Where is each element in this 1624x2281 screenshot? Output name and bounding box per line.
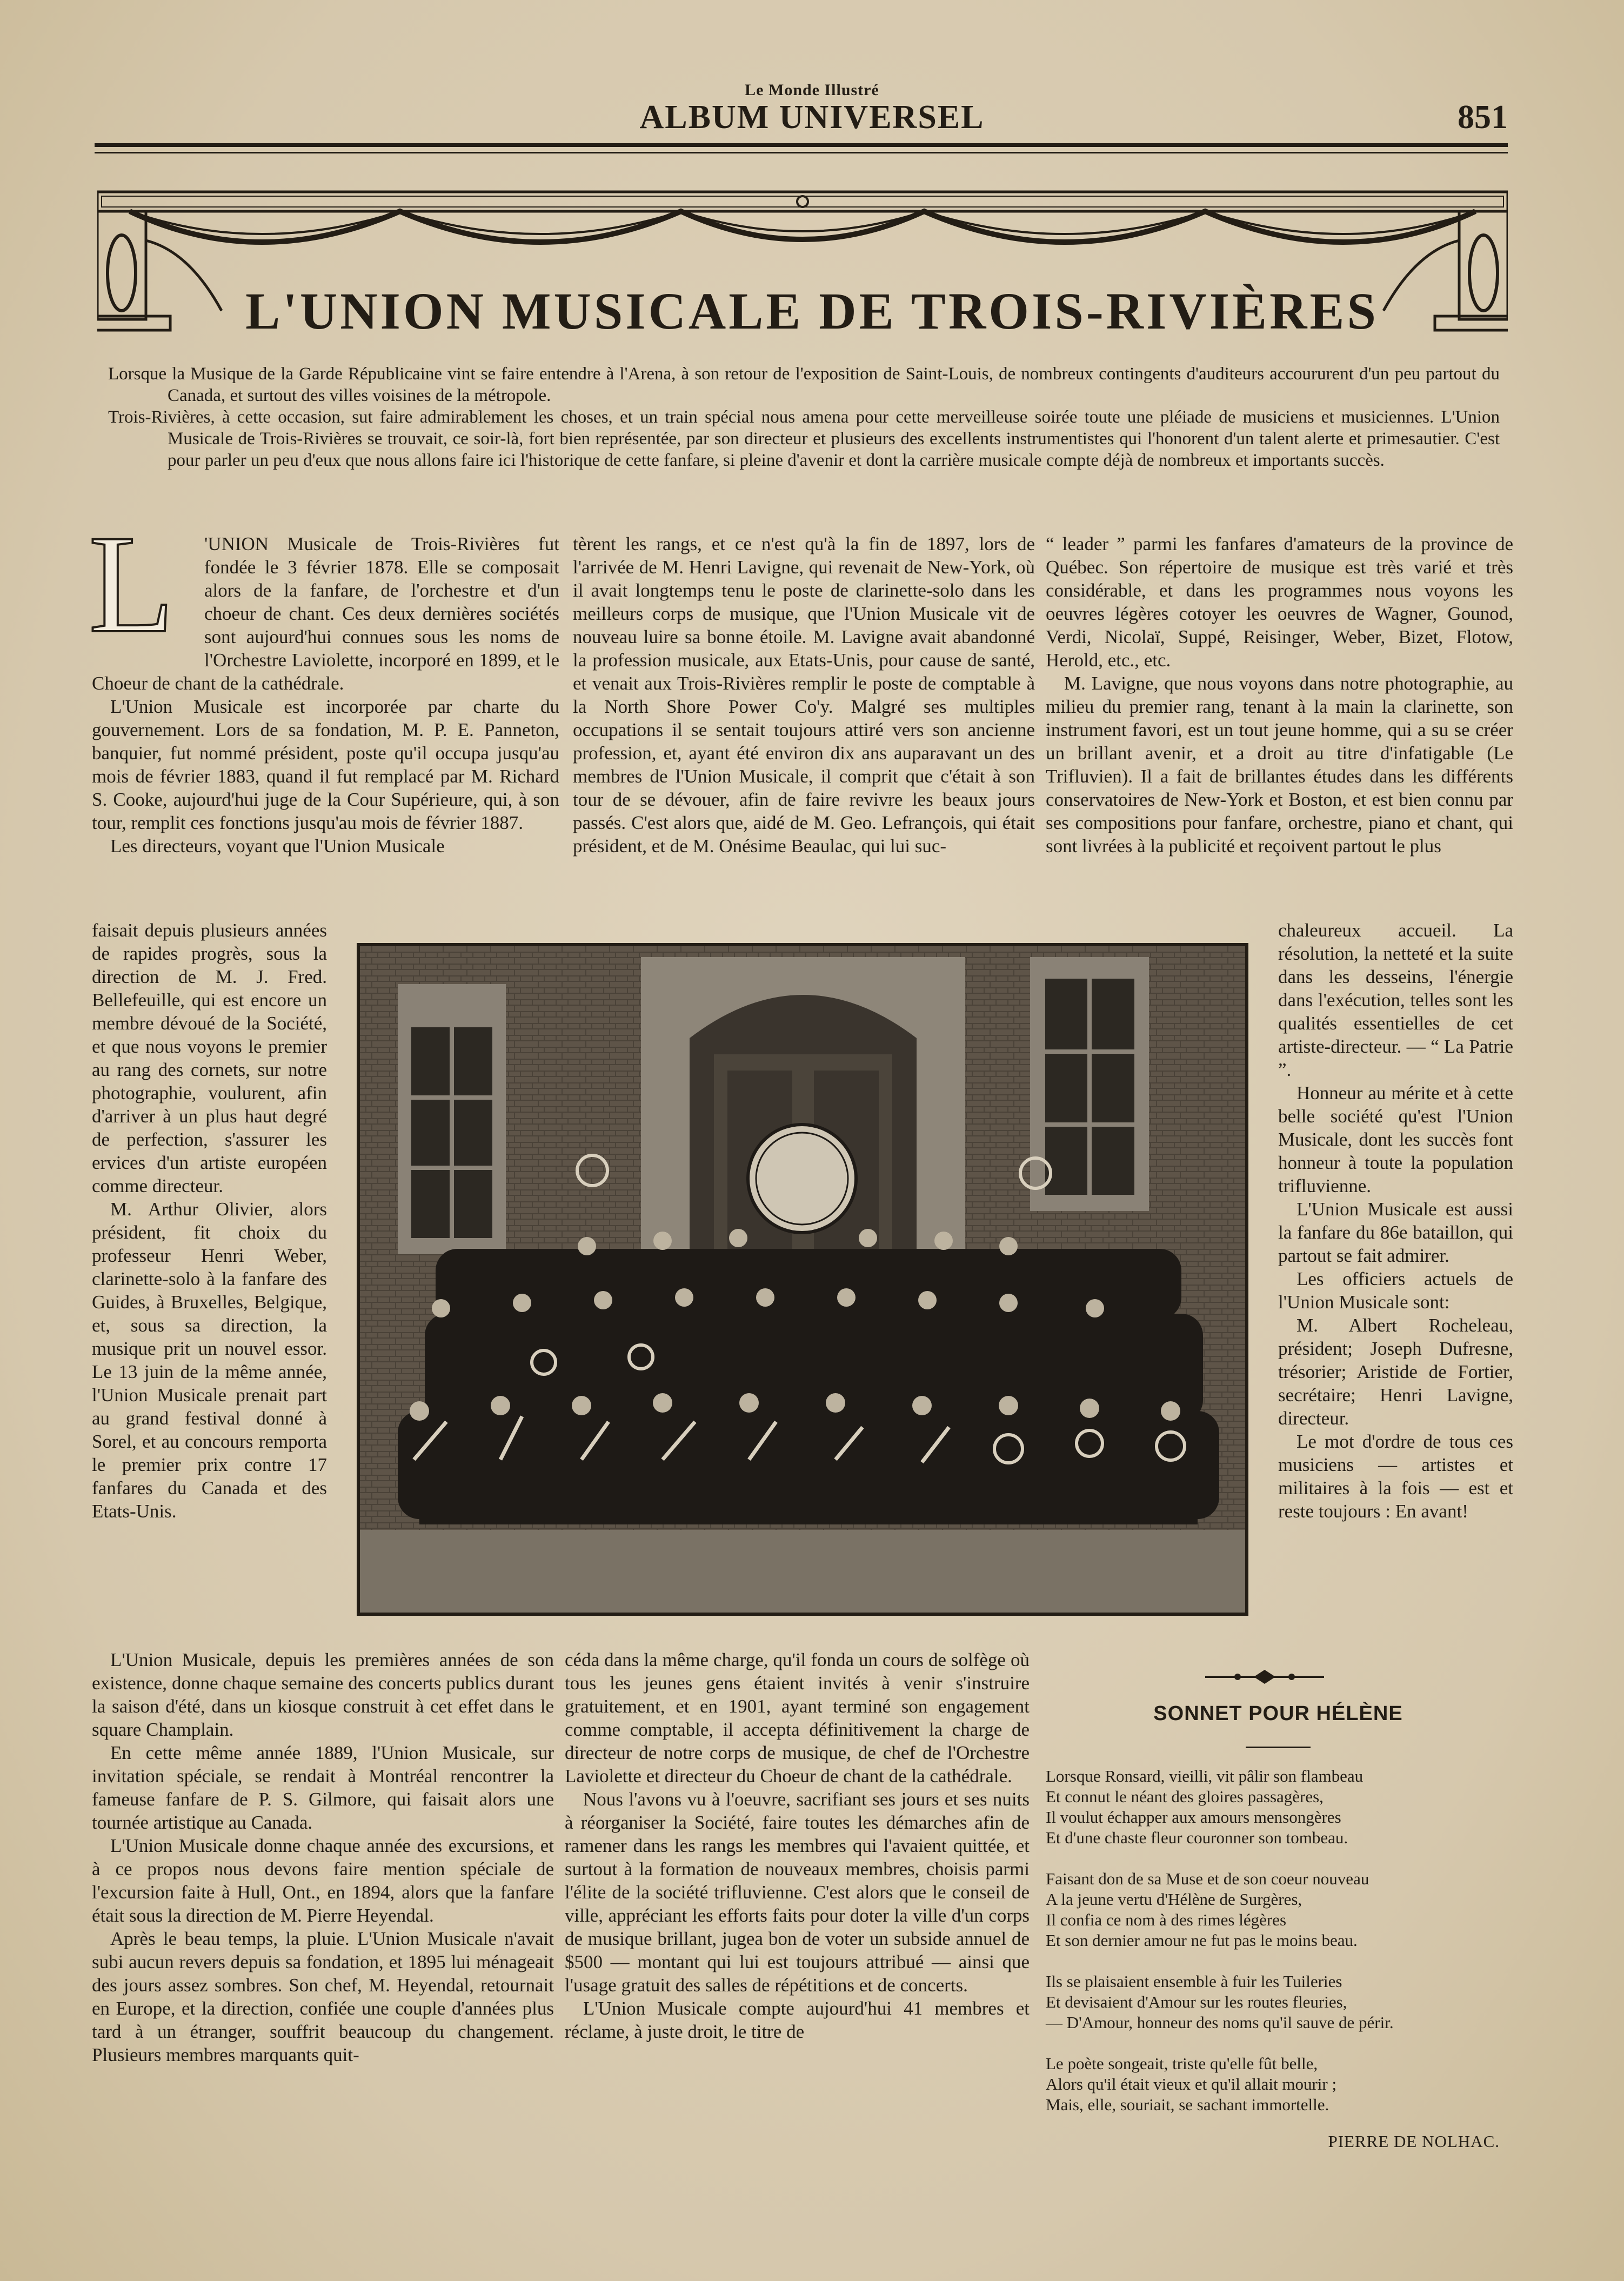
column-2-top: [573, 532, 1035, 858]
article-headline: L'UNION MUSICALE DE TROIS-RIVIÈRES: [245, 282, 1379, 340]
article-paragraph: En cette même année 1889, l'Union Musicale, sur invitation spéciale, se rendait à Montréal rencontrer la fameuse fanfare de P. S. Gilmore, qui faisait alors une tournée artistique au Canada.: [92, 1742, 554, 1833]
sonnet-line: Le poète songeait, triste qu'elle fût belle,: [1046, 2054, 1318, 2073]
article-paragraph: M. Albert Rocheleau, président; Joseph Dufresne, trésorier; Aristide de Fortier, secrétaire; Henri Lavigne, directeur.: [1278, 1315, 1513, 1429]
column-1-bottom: [92, 1648, 554, 2066]
header-rule-thin: [95, 152, 1508, 153]
masthead-subtitle: Le Monde Illustré: [745, 81, 879, 99]
article-paragraph: M. Arthur Olivier, alors président, fit choix du professeur Henri Weber, clarinette-solo à la fanfare des Guides, à Bruxelles, Belgique, et, sous sa direction, la musique prit un nouvel essor. Le 13 juin de la même année, l'Union Musicale prenait part au grand festival donné à Sorel, et au concours remporta le premier prix contre 17 fanfares du Canada et des Etats-Unis.: [92, 1199, 327, 1522]
sonnet-line: Et connut le néant des gloires passagères,: [1046, 1787, 1324, 1806]
band-photograph-drawing: [360, 946, 1245, 1613]
article-paragraph: Honneur au mérite et à cette belle société qu'est l'Union Musicale, dont les succès font honneur à toute la population trifluvienne.: [1278, 1082, 1513, 1196]
intro-paragraphs: [108, 363, 1500, 471]
article-lead: 'UNION Musicale de Trois-Rivières fut fondée le 3 février 1878. Elle se composait alors de la fanfare, de l'orchestre et d'un choeur de chant. Ces deux dernières sociétés sont aujourd'hui connues sous les noms de l'Orchestre Laviolette, incorporé en 1899, et le Choeur de chant de la cathédrale.: [92, 533, 559, 694]
article-paragraph: Après le beau temps, la pluie. L'Union Musicale n'avait subi aucun revers depuis sa fondation, et 1895 lui ménageait des jours assez sombres. Son chef, M. Heyendal, retournait en Europe, et la direction, confiée une couple d'années plus tard à un étranger, souffrit beaucoup du changement. Plusieurs membres marquants quit-: [92, 1928, 554, 2065]
sonnet-line: Ils se plaisaient ensemble à fuir les Tuileries: [1046, 1972, 1342, 1991]
column-1-top: [89, 506, 559, 858]
column-3-top: [1046, 532, 1513, 858]
article-paragraph: L'Union Musicale est incorporée par charte du gouvernement. Lors de sa fondation, M. P. E. Panneton, banquier, fut nommé président, poste qu'il occupa jusqu'au mois de février 1883, quand il fut remplacé par M. Richard S. Cooke, aujourd'hui juge de la Cour Supérieure, qui, à son tour, remplit ces fonctions jusqu'au mois de février 1887.: [92, 696, 559, 833]
sonnet-stanza: [1046, 1869, 1511, 1951]
article-paragraph: chaleureux accueil. La résolution, la netteté et la suite dans les desseins, l'énergie dans l'exécution, telles sont les qualités essentielles de cet artiste-directeur. — “ La Patrie ”.: [1278, 920, 1513, 1080]
page-number: 851: [1458, 99, 1508, 136]
sonnet-stanza: [1046, 1766, 1511, 1848]
article-paragraph: L'Union Musicale, depuis les premières années de son existence, donne chaque semaine des concerts publics durant la saison d'été, dans un kiosque construit à cet effet dans le square Champlain.: [92, 1649, 554, 1740]
article-paragraph: L'Union Musicale est aussi la fanfare du 86e bataillon, qui partout se fait admirer.: [1278, 1199, 1513, 1266]
article-paragraph: “ leader ” parmi les fanfares d'amateurs de la province de Québec. Son répertoire de musique est très varié et très considérable, et dans les programmes nous voyons les oeuvres légères cotoyer les oeuvres de Wagner, Gounod, Verdi, Nicolaï, Suppé, Reisinger, Weber, Bizet, Flotow, Herold, etc., etc.: [1046, 533, 1513, 671]
sonnet-author: PIERRE DE NOLHAC.: [1328, 2132, 1500, 2151]
sonnet-line: A la jeune vertu d'Hélène de Surgères,: [1046, 1890, 1302, 1909]
article-paragraph: céda dans la même charge, qu'il fonda un cours de solfège où tous les jeunes gens étaient invités à venir s'instruire gratuitement, et en 1901, ayant terminé son engagement comme comptable, il accepta définitivement la charge de directeur de notre corps de musique, de chef de l'Orchestre Laviolette et directeur du Choeur de chant de la cathédrale.: [565, 1649, 1030, 1787]
article-paragraph: M. Lavigne, que nous voyons dans notre photographie, au milieu du premier rang, tenant à la main la clarinette, son instrument favori, est un tout jeune homme, qui a su se créer un brillant avenir, et a droit au titre d'infatigable (Le Trifluvien). Il a fait de brillantes études dans les différents conservatoires de New-York et Boston, et est bien connu par ses compositions pour fanfare, orchestre, piano et chant, qui sont livrées à la publicité et reçoivent partout le plus: [1046, 673, 1513, 857]
article-paragraph: faisait depuis plusieurs années de rapides progrès, sous la direction de M. J. Fred. Bellefeuille, qui est encore un membre dévoué de la Société, et que nous voyons le premier au rang des cornets, sur notre photographie, voulurent, afin d'arriver à un plus haut degré de perfection, s'assurer les ervices d'un artiste européen comme directeur.: [92, 920, 327, 1196]
article-paragraph: Nous l'avons vu à l'oeuvre, sacrifiant ses jours et ses nuits à réorganiser la Société, faire toutes les démarches afin de ramener dans les rangs les membres qui l'avaient quittée, et surtout à la formation de nouveaux membres, choisis parmi l'élite de la société trifluvienne. C'est alors que le conseil de ville, appréciant les efforts faits pour doter la ville d'un corps de musique brillant, jugea bon de voter un subside annuel de $500 — montant qui lui est toujours attribué — ainsi que l'usage gratuit des salles de répétitions et de concerts.: [565, 1789, 1030, 1996]
intro-paragraph: Trois-Rivières, à cette occasion, sut faire admirablement les choses, et un train spécial nous amena pour cette merveilleuse soirée toute une pléiade de musiciens et musiciennes. L'Union Musicale de Trois-Rivières se trouvait, ce soir-là, fort bien représentée, par son directeur et plusieurs des excellents instrumentistes qui l'honorent d'un talent alerte et primesautier. C'est pour parler un peu d'eux que nous allons faire ici l'historique de cette fanfare, si pleine d'avenir et dont la carrière musicale compte déjà de nombreux et importants succès.: [108, 407, 1500, 470]
article-paragraph: L'Union Musicale donne chaque année des excursions, et à ce propos nous devons faire mention spéciale de l'excursion faite à Hull, Ont., en 1894, alors que la fanfare était sous la direction de M. Pierre Heyendal.: [92, 1835, 554, 1926]
sonnet-stanza: [1046, 1971, 1511, 2033]
band-photograph: [357, 943, 1248, 1616]
sonnet-line: Faisant don de sa Muse et de son coeur nouveau: [1046, 1869, 1369, 1888]
sonnet-line: — D'Amour, honneur des noms qu'il sauve de périr.: [1046, 2013, 1394, 2032]
sonnet-body: [1046, 1766, 1511, 2136]
article-paragraph: L'Union Musicale compte aujourd'hui 41 membres et réclame, à juste droit, le titre de: [565, 1998, 1030, 2042]
sonnet-line: Lorsque Ronsard, vieilli, vit pâlir son flambeau: [1046, 1767, 1364, 1785]
sonnet-title: SONNET POUR HÉLÈNE: [1153, 1702, 1403, 1725]
article-paragraph: Les directeurs, voyant que l'Union Musicale: [110, 835, 445, 857]
article-paragraph: Les officiers actuels de l'Union Musicale sont:: [1278, 1268, 1513, 1313]
column-1-narrow: [92, 919, 327, 1523]
sonnet-stanza: [1046, 2053, 1511, 2115]
sonnet-line: Il voulut échapper aux amours mensongères: [1046, 1808, 1341, 1827]
sonnet-line: Mais, elle, souriait, se sachant immortelle.: [1046, 2095, 1329, 2114]
column-2-bottom: [565, 1648, 1030, 2043]
sonnet-line: Alors qu'il était vieux et qu'il allait mourir ;: [1046, 2075, 1337, 2093]
column-3-narrow: [1278, 919, 1513, 1523]
sonnet-line: Et devisaient d'Amour sur les routes fleuries,: [1046, 1992, 1347, 2011]
dropcap-letter: L: [89, 506, 175, 662]
header-rule-thick: [95, 143, 1508, 147]
sonnet-line: Et d'une chaste fleur couronner son tombeau.: [1046, 1828, 1348, 1847]
masthead-title: ALBUM UNIVERSEL: [639, 99, 985, 136]
ornament-dingbat: [1205, 1669, 1324, 1685]
sonnet-line: Il confia ce nom à des rimes légères: [1046, 1910, 1287, 1929]
sonnet-title-rule: [1246, 1747, 1311, 1748]
sonnet-line: Et son dernier amour ne fut pas le moins beau.: [1046, 1931, 1358, 1950]
intro-paragraph: Lorsque la Musique de la Garde Républicaine vint se faire entendre à l'Arena, à son retour de l'exposition de Saint-Louis, de nombreux contingents d'auditeurs accoururent d'un peu partout du Canada, et surtout des villes voisines de la métropole.: [108, 364, 1500, 405]
article-paragraph: Le mot d'ordre de tous ces musiciens — artistes et militaires à la fois — est et reste toujours : En avant!: [1278, 1431, 1513, 1522]
article-paragraph: tèrent les rangs, et ce n'est qu'à la fin de 1897, lors de l'arrivée de M. Henri Lavigne, qui revenait de New-York, où il avait longtemps tenu le poste de clarinette-solo dans les meilleurs corps de musique, que l'Union Musicale vit de nouveau luire sa bonne étoile. M. Lavigne avait abandonné la profession musicale, aux Etats-Unis, pour cause de santé, et venait aux Trois-Rivières remplir le poste de comptable à la North Shore Power Co'y. Malgré ses multiples occupations il se sentait toujours attiré vers son ancienne profession, et, ayant été environ dix ans auparavant un des membres de l'Union Musicale, il comprit que c'était à son tour de se dévouer, afin de faire revivre les beaux jours passés. C'est alors que, aidé de M. Geo. Lefrançois, qui était président, et de M. Onésime Beaulac, qui lui suc-: [573, 533, 1035, 857]
